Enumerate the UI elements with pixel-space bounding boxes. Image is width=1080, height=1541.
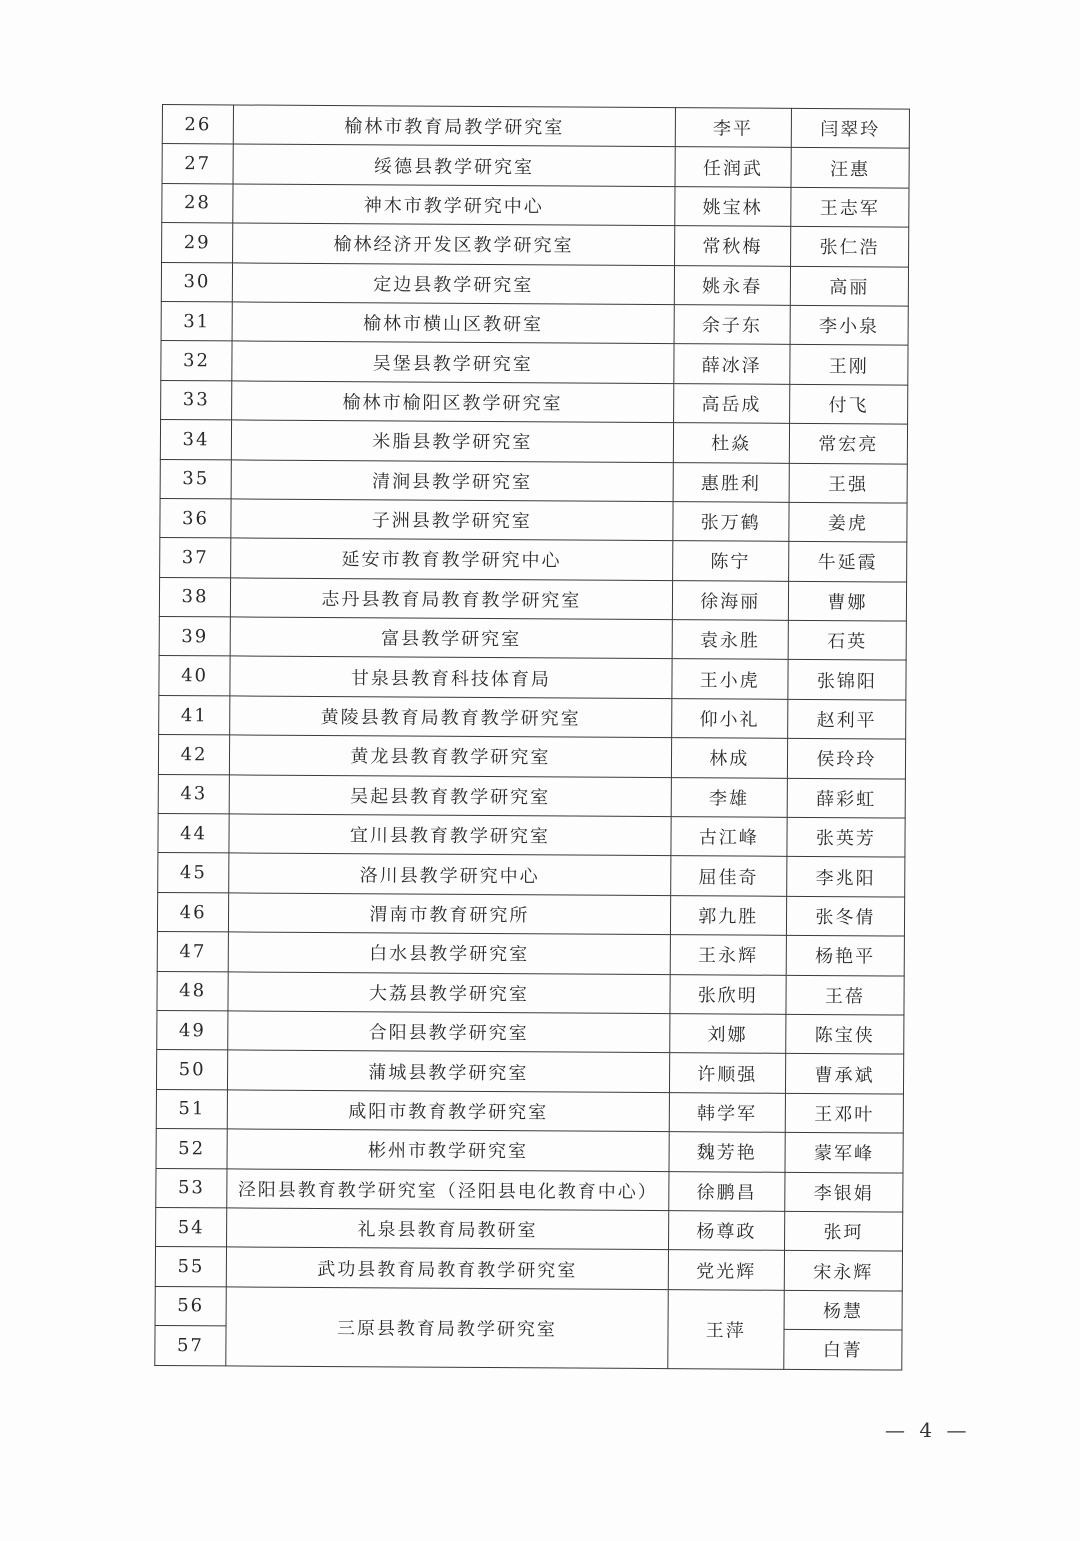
row-number-cell: 33 bbox=[161, 380, 232, 420]
organization-cell: 富县教学研究室 bbox=[230, 617, 672, 659]
person-b-cell: 汪惠 bbox=[791, 148, 909, 188]
organization-cell: 子洲县教学研究室 bbox=[231, 499, 673, 541]
organization-cell: 蒲城县教学研究室 bbox=[228, 1050, 670, 1092]
organization-cell: 白水县教学研究室 bbox=[228, 932, 670, 974]
person-a-cell: 李雄 bbox=[671, 777, 787, 817]
table-row bbox=[160, 498, 907, 542]
row-number-cell: 56 bbox=[155, 1286, 226, 1326]
person-a-cell: 古江峰 bbox=[671, 817, 787, 857]
table-row bbox=[158, 735, 905, 779]
row-number-cell: 44 bbox=[158, 814, 229, 854]
person-a-cell: 余子东 bbox=[674, 305, 790, 345]
person-a-cell: 杜焱 bbox=[673, 423, 789, 463]
row-number-cell: 28 bbox=[162, 183, 233, 223]
row-number-cell: 46 bbox=[157, 892, 228, 932]
organization-cell: 神木市教学研究中心 bbox=[233, 184, 675, 226]
row-number-cell: 55 bbox=[155, 1247, 226, 1287]
person-b-cell: 石英 bbox=[788, 620, 906, 660]
person-b-cell: 王蓓 bbox=[786, 975, 904, 1015]
organization-cell: 甘泉县教育科技体育局 bbox=[230, 656, 672, 698]
organization-cell: 黄陵县教育局教育教学研究室 bbox=[230, 696, 672, 738]
roster-table-body bbox=[155, 105, 910, 1370]
organization-cell: 清涧县教学研究室 bbox=[231, 459, 673, 501]
table-row bbox=[157, 1010, 904, 1054]
organization-cell: 榆林市榆阳区教学研究室 bbox=[232, 381, 674, 423]
person-a-cell: 许顺强 bbox=[669, 1053, 785, 1093]
table-row bbox=[156, 1089, 903, 1133]
person-a-cell: 常秋梅 bbox=[674, 226, 790, 266]
table-row bbox=[157, 892, 904, 936]
organization-cell: 咸阳市教育教学研究室 bbox=[227, 1090, 669, 1132]
person-b-cell: 高丽 bbox=[790, 266, 908, 306]
person-a-cell: 刘娜 bbox=[669, 1014, 785, 1054]
row-number-cell: 54 bbox=[156, 1207, 227, 1247]
table-row bbox=[157, 932, 904, 976]
person-b-cell: 付飞 bbox=[789, 384, 907, 424]
organization-cell: 志丹县教育局教育教学研究室 bbox=[230, 578, 672, 620]
table-row bbox=[155, 1247, 902, 1291]
person-b-cell: 蒙军峰 bbox=[785, 1132, 903, 1172]
row-number-cell: 30 bbox=[161, 262, 232, 302]
person-b-cell: 王刚 bbox=[790, 345, 908, 385]
person-b-cell: 张英芳 bbox=[787, 817, 905, 857]
roster-table-container bbox=[154, 104, 910, 1370]
table-row bbox=[162, 105, 909, 149]
organization-cell: 武功县教育局教育教学研究室 bbox=[226, 1247, 668, 1289]
person-b-cell: 薛彩虹 bbox=[787, 778, 905, 818]
table-row bbox=[162, 144, 909, 188]
organization-cell: 定边县教学研究室 bbox=[232, 262, 674, 304]
row-number-cell: 39 bbox=[159, 617, 230, 657]
row-number-cell: 47 bbox=[157, 932, 228, 972]
person-b-cell: 牛延霞 bbox=[788, 542, 906, 582]
row-number-cell: 40 bbox=[159, 656, 230, 696]
row-number-cell: 34 bbox=[160, 420, 231, 460]
row-number-cell: 51 bbox=[156, 1089, 227, 1129]
person-a-cell: 任润武 bbox=[675, 147, 791, 187]
table-row bbox=[162, 183, 909, 227]
organization-cell: 合阳县教学研究室 bbox=[228, 1011, 670, 1053]
table-row bbox=[161, 380, 908, 424]
person-a-cell: 陈宁 bbox=[672, 541, 788, 581]
table-row bbox=[158, 774, 905, 818]
person-a-cell: 王小虎 bbox=[672, 659, 788, 699]
person-b-cell: 陈宝侠 bbox=[786, 1014, 904, 1054]
person-b-cell: 李银娟 bbox=[785, 1172, 903, 1212]
person-b-cell: 张珂 bbox=[784, 1211, 902, 1251]
table-row bbox=[161, 301, 908, 345]
table-row bbox=[157, 971, 904, 1015]
table-row bbox=[155, 1286, 902, 1330]
person-b-cell: 李小泉 bbox=[790, 305, 908, 345]
organization-cell: 榆林经济开发区教学研究室 bbox=[233, 223, 675, 265]
person-a-cell: 屈佳奇 bbox=[670, 856, 786, 896]
organization-cell: 礼泉县教育局教研室 bbox=[227, 1208, 669, 1250]
row-number-cell: 50 bbox=[156, 1050, 227, 1090]
person-b-cell: 张锦阳 bbox=[788, 660, 906, 700]
row-number-cell: 26 bbox=[162, 105, 233, 145]
row-number-cell: 35 bbox=[160, 459, 231, 499]
table-row bbox=[159, 695, 906, 739]
row-number-cell: 49 bbox=[157, 1010, 228, 1050]
person-b-cell: 姜虎 bbox=[789, 502, 907, 542]
person-a-cell: 仰小礼 bbox=[671, 698, 787, 738]
table-row bbox=[156, 1168, 903, 1212]
row-number-cell: 57 bbox=[155, 1326, 226, 1366]
person-b-cell: 杨艳平 bbox=[786, 936, 904, 976]
row-number-cell: 45 bbox=[158, 853, 229, 893]
person-a-cell: 张万鹤 bbox=[673, 502, 789, 542]
person-a-cell: 李平 bbox=[675, 108, 791, 148]
person-b-cell: 宋永辉 bbox=[784, 1251, 902, 1291]
person-a-cell: 张欣明 bbox=[670, 974, 786, 1014]
organization-cell: 绥德县教学研究室 bbox=[233, 144, 675, 186]
table-row bbox=[162, 223, 909, 267]
person-b-cell: 赵利平 bbox=[787, 699, 905, 739]
person-a-cell: 薛冰泽 bbox=[673, 344, 789, 384]
person-b-cell: 张冬倩 bbox=[786, 896, 904, 936]
organization-cell: 三原县教育局教学研究室 bbox=[226, 1287, 668, 1368]
person-b-cell: 张仁浩 bbox=[790, 227, 908, 267]
row-number-cell: 36 bbox=[160, 498, 231, 538]
person-a-cell: 惠胜利 bbox=[673, 462, 789, 502]
table-row bbox=[161, 262, 908, 306]
person-b-cell: 王邓叶 bbox=[785, 1093, 903, 1133]
organization-cell: 宜川县教育教学研究室 bbox=[229, 814, 671, 856]
person-a-cell: 韩学军 bbox=[669, 1092, 785, 1132]
row-number-cell: 31 bbox=[161, 301, 232, 341]
row-number-cell: 38 bbox=[159, 577, 230, 617]
organization-cell: 泾阳县教育教学研究室（泾阳县电化教育中心） bbox=[227, 1168, 669, 1210]
person-a-cell: 林成 bbox=[671, 738, 787, 778]
table-row bbox=[156, 1129, 903, 1173]
organization-cell: 黄龙县教育教学研究室 bbox=[229, 735, 671, 777]
person-b-cell: 常宏亮 bbox=[789, 423, 907, 463]
table-row bbox=[159, 656, 906, 700]
table-row bbox=[159, 577, 906, 621]
person-b-cell: 王志军 bbox=[791, 187, 909, 227]
person-a-cell: 郭九胜 bbox=[670, 895, 786, 935]
organization-cell: 米脂县教学研究室 bbox=[231, 420, 673, 462]
page-number: — 4 — bbox=[885, 1418, 971, 1442]
person-a-cell: 杨尊政 bbox=[668, 1211, 784, 1251]
organization-cell: 洛川县教学研究中心 bbox=[229, 853, 671, 895]
table-row bbox=[158, 853, 905, 897]
person-a-cell: 党光辉 bbox=[668, 1250, 784, 1290]
row-number-cell: 53 bbox=[156, 1168, 227, 1208]
organization-cell: 榆林市教育局教学研究室 bbox=[233, 105, 675, 147]
row-number-cell: 27 bbox=[162, 144, 233, 184]
table-row bbox=[160, 459, 907, 503]
person-a-cell: 徐鹏昌 bbox=[668, 1171, 784, 1211]
person-a-cell: 高岳成 bbox=[673, 383, 789, 423]
row-number-cell: 52 bbox=[156, 1129, 227, 1169]
person-b-cell: 闫翠玲 bbox=[791, 108, 909, 148]
person-a-cell: 姚宝林 bbox=[674, 186, 790, 226]
organization-cell: 延安市教育教学研究中心 bbox=[231, 538, 673, 580]
organization-cell: 吴起县教育教学研究室 bbox=[229, 775, 671, 817]
person-a-cell: 徐海丽 bbox=[672, 580, 788, 620]
person-b-cell: 曹娜 bbox=[788, 581, 906, 621]
table-row bbox=[160, 420, 907, 464]
person-b-cell: 王强 bbox=[789, 463, 907, 503]
table-row bbox=[160, 538, 907, 582]
organization-cell: 榆林市横山区教研室 bbox=[232, 302, 674, 344]
person-a-cell: 王永辉 bbox=[670, 935, 786, 975]
person-a-cell: 袁永胜 bbox=[672, 620, 788, 660]
row-number-cell: 41 bbox=[159, 695, 230, 735]
organization-cell: 吴堡县教学研究室 bbox=[232, 341, 674, 383]
person-a-cell: 王萍 bbox=[667, 1289, 784, 1368]
table-row bbox=[159, 617, 906, 661]
row-number-cell: 32 bbox=[161, 341, 232, 381]
organization-cell: 渭南市教育研究所 bbox=[229, 893, 671, 935]
table-row bbox=[156, 1050, 903, 1094]
row-number-cell: 37 bbox=[160, 538, 231, 578]
person-b-cell: 李兆阳 bbox=[786, 857, 904, 897]
row-number-cell: 42 bbox=[158, 735, 229, 775]
table-row bbox=[156, 1207, 903, 1251]
person-a-cell: 姚永春 bbox=[674, 265, 790, 305]
organization-cell: 彬州市教学研究室 bbox=[227, 1129, 669, 1171]
organization-cell: 大荔县教学研究室 bbox=[228, 972, 670, 1014]
person-b-cell: 曹承斌 bbox=[785, 1054, 903, 1094]
roster-table bbox=[154, 104, 910, 1370]
person-b-cell: 侯玲玲 bbox=[787, 739, 905, 779]
table-row bbox=[158, 814, 905, 858]
row-number-cell: 43 bbox=[158, 774, 229, 814]
person-b-cell: 白菁 bbox=[784, 1329, 902, 1369]
person-a-cell: 魏芳艳 bbox=[669, 1132, 785, 1172]
table-row bbox=[161, 341, 908, 385]
person-b-cell: 杨慧 bbox=[784, 1290, 902, 1330]
row-number-cell: 48 bbox=[157, 971, 228, 1011]
row-number-cell: 29 bbox=[162, 223, 233, 263]
